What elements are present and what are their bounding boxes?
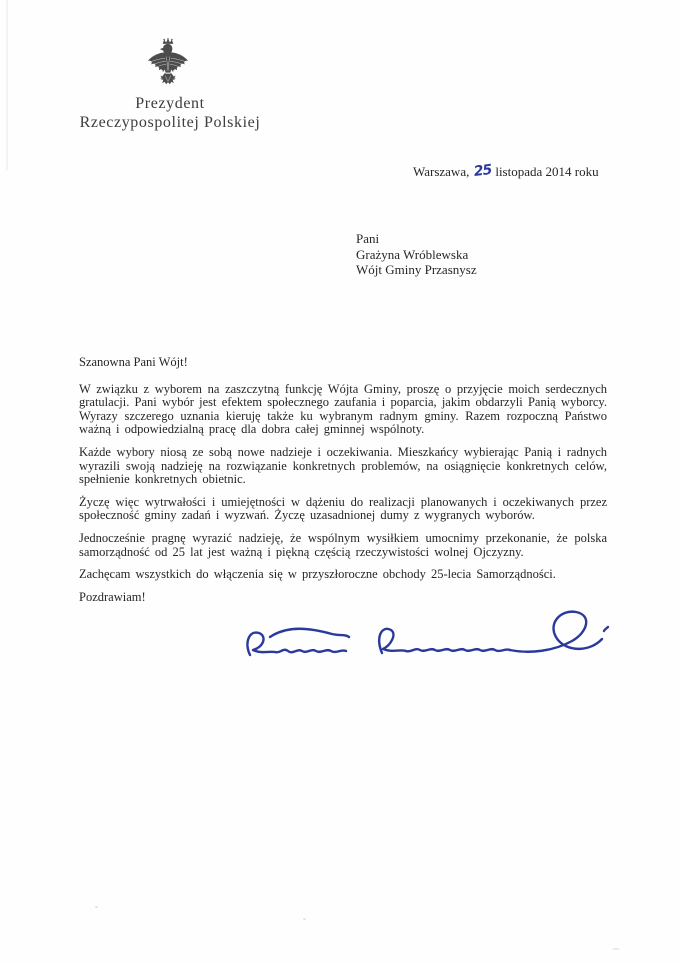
paragraph-1: W związku z wyborem na zaszczytną funkcję Wójta Gminy, proszę o przyjęcie moich serdecznych gratulacji. Pani wybór jest efektem społecznego zaufania i poparcia, jakim obdarzyli Panią wyborcy. Wyrazy szczerego uznania kieruję także ku wybranym radnym gminy. Razem rozpoczną Państwo ważną i odpowiedzialną pracę dla dobra całej gminnej wspólnoty. (79, 381, 607, 437)
letterhead-title-line2: Rzeczypospolitej Polskiej (79, 114, 261, 131)
dateline-handwritten-day: 25 (472, 162, 492, 181)
addressee-title: Wójt Gminy Przasnysz (356, 262, 477, 277)
paragraph-4: Jednocześnie pragnę wyrazić nadzieję, że wspólnym wysiłkiem umocnimy przekonanie, że polska samorządność od 25 lat jest ważną i piękną częścią rzeczywistości wolnej Ojczyzny. (79, 530, 607, 559)
scan-speck (95, 906, 98, 908)
scan-speck (612, 948, 620, 950)
letterhead-title (38, 94, 302, 132)
paragraph-5: Zachęcam wszystkich do włączenia się w przyszłoroczne obchody 25-lecia Samorządności. (79, 567, 556, 582)
scan-speck (303, 918, 306, 920)
dateline-rest: listopada 2014 roku (495, 164, 599, 179)
addressee-honorific: Pani (356, 231, 380, 246)
closing: Pozdrawiam! (79, 589, 146, 604)
salutation: Szanowna Pani Wójt! (79, 355, 188, 369)
letter-body (79, 356, 607, 604)
signature-bronislaw-komorowski (236, 603, 612, 681)
addressee-name: Grażyna Wróblewska (356, 246, 469, 262)
dateline (413, 164, 599, 180)
dateline-city: Warszawa, (413, 164, 470, 179)
addressee-block (356, 231, 477, 278)
paragraph-3: Życzę więc wytrwałości i umiejętności w dążeniu do realizacji planowanych i oczekiwanych przez społeczność gminy zadań i wyzwań. Życzę uzasadnionej dumy z wygranych wyborów. (79, 494, 607, 523)
letterhead-title-line1: Prezydent (135, 95, 205, 112)
paragraph-2: Każde wybory niosą ze sobą nowe nadzieje i oczekiwania. Mieszkańcy wybierając Panią i radnych wyrazili swoją nadzieję na rozwiązanie konkretnych problemów, na osiągnięcie konkretnych celów, spełnienie konkretnych obietnic. (79, 444, 607, 487)
scan-edge-artifact (6, 0, 8, 170)
polish-eagle-emblem (144, 38, 192, 92)
